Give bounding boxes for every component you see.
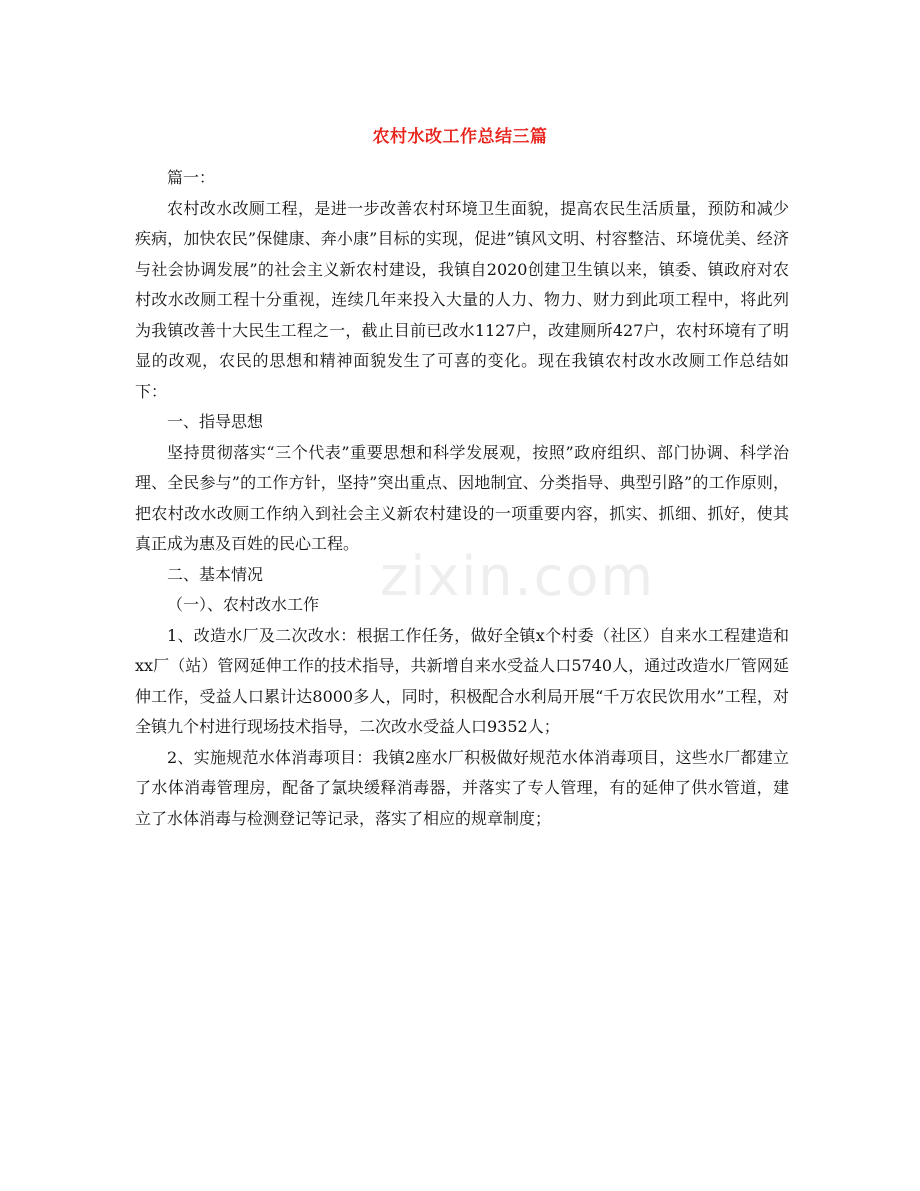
body-paragraph: 农村改水改厕工程，是进一步改善农村环境卫生面貌，提高农民生活质量，预防和减少疾病，加快农民”保健康、奔小康”目标的实现，促进”镇风文明、村容整洁、环境优美、经济与社会协调发展”的社会主义新农村建设，我镇自2020创建卫生镇以来，镇委、镇政府对农村改水改厕工程十分重视，连续几年来投入大量的人力、物力、财力到此项工程中，将此列为我镇改善十大民生工程之一，截止目前已改水1127户，改建厕所427户，农村环境有了明显的改观，农民的思想和精神面貌发生了可喜的变化。现在我镇农村改水改厕工作总结如下：: [135, 198, 789, 401]
watermark: zixin.com: [380, 545, 656, 608]
document-body: [135, 163, 789, 834]
document-title: 农村水改工作总结三篇: [372, 127, 548, 147]
body-paragraph: 2、实施规范水体消毒项目：我镇2座水厂积极做好规范水体消毒项目，这些水厂都建立了水体消毒管理房，配备了氯块缓释消毒器，并落实了专人管理，有的延伸了供水管道，建立了水体消毒与检测登记等记录，落实了相应的规章制度；: [135, 747, 789, 828]
subsection-heading: （一）、农村改水工作: [167, 595, 320, 614]
body-paragraph: 坚持贯彻落实“三个代表”重要思想和科学发展观，按照”政府组织、部门协调、科学治理、全民参与”的工作方针，坚持”突出重点、因地制宜、分类指导、典型引路”的工作原则，把农村改水改厕工作纳入到社会主义新农村建设的一项重要内容，抓实、抓细、抓好，使其真正成为惠及百姓的民心工程。: [135, 442, 789, 553]
section-heading: 一、指导思想: [167, 412, 264, 431]
body-paragraph: 1、改造水厂及二次改水：根据工作任务，做好全镇x个村委（社区）自来水工程建造和xx厂（站）管网延伸工作的技术指导，共新增自来水受益人口5740人，通过改造水厂管网延伸工作，受益人口累计达8000多人，同时，积极配合水利局开展“千万农民饮用水”工程，对全镇九个村进行现场技术指导，二次改水受益人口9352人；: [135, 625, 789, 736]
section-heading: 二、基本情况: [167, 564, 264, 584]
section-label: 篇一：: [167, 168, 216, 187]
